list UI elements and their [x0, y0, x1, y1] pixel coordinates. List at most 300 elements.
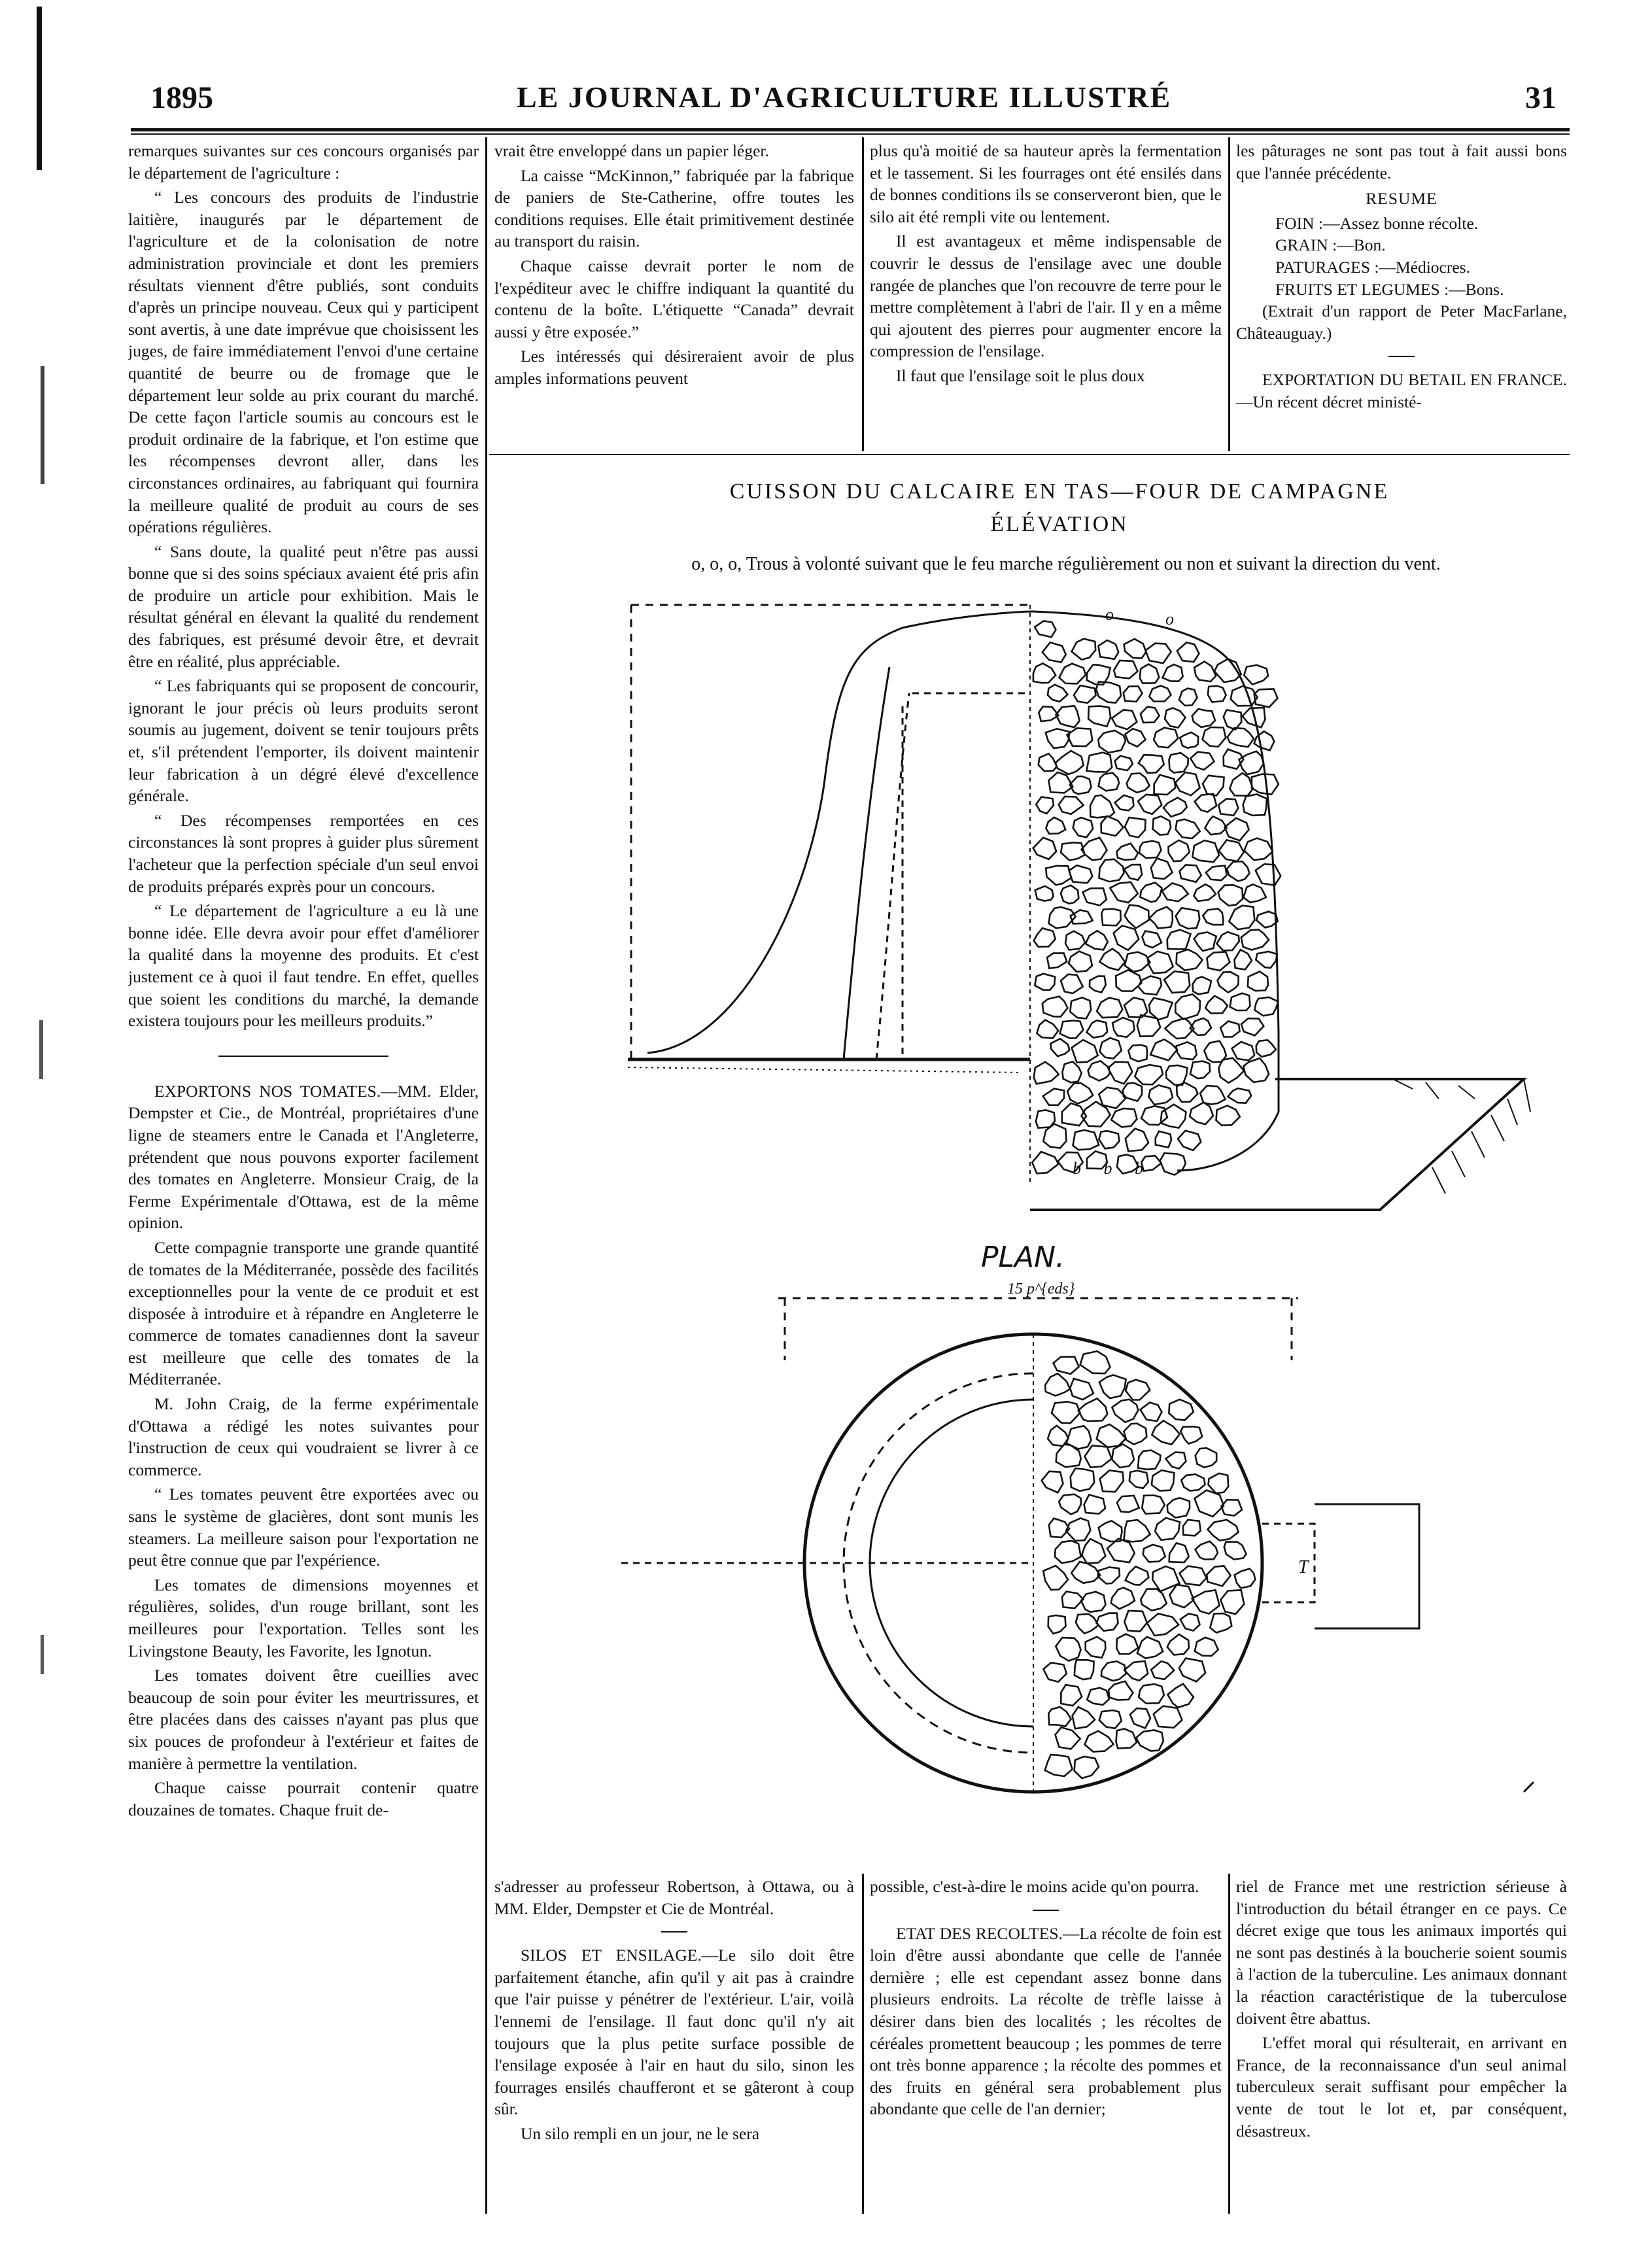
section-divider — [661, 1931, 687, 1933]
paragraph: “ Des récompenses remportées en ces circonstances là sont propres à guider plus sûrement l'acheteur que la perfection spéciale d'un seul envoi de produits préparés exprès pour un concours. — [128, 810, 479, 896]
stone — [1087, 1688, 1109, 1705]
stone — [1087, 1020, 1108, 1037]
stone — [1083, 888, 1107, 905]
paragraph: riel de France met une restriction sérieuse à l'introduction du bétail étranger en ce pays. Ce décret exige que tous les animaux importés qui ne sont pas destinés à la boucherie soient soumis à l'action de la tuberculine. Les animaux donnant la réaction caractéristique de la tuberculose doivent être abattus. — [1236, 1877, 1567, 2028]
stone — [1177, 950, 1203, 971]
stone — [1082, 838, 1107, 861]
summary-item: GRAIN :—Bon. — [1275, 235, 1386, 255]
stone — [1256, 864, 1281, 885]
stone — [1195, 1638, 1218, 1656]
stone — [1112, 1018, 1135, 1037]
base-marks: b b b — [1073, 1159, 1152, 1178]
stone — [1099, 640, 1119, 659]
stone — [1067, 728, 1093, 746]
paragraph: “ Sans doute, la qualité peut n'être pas aussi bonne que si des soins spéciaux avaient été pris afin de produire un article pour exhibition. Mais le résultat général en élevant la qualité du rendement des fabriques, est présumé devoir être, et devrait être en réalité, plus appréciable. — [128, 541, 479, 671]
stone — [1036, 797, 1054, 814]
elevation-drawing — [628, 605, 1530, 1210]
stone — [1070, 997, 1091, 1018]
paragraph: Un silo rempli en un jour, ne le sera — [521, 2123, 760, 2143]
stone — [1141, 1106, 1167, 1125]
stone — [1232, 1042, 1255, 1060]
stone — [1061, 974, 1083, 993]
stone — [1139, 755, 1164, 773]
figure-caption: o, o, o, Trous à volonté suivant que le feu marche régulièrement ou non et suivant la direction du vent. — [691, 554, 1441, 574]
stone — [1111, 1108, 1137, 1127]
stone — [1099, 773, 1119, 791]
stone — [1152, 1470, 1175, 1490]
stone — [1243, 1058, 1269, 1082]
stone — [1180, 865, 1201, 882]
section-divider — [1033, 1910, 1059, 1911]
stone — [1179, 1658, 1205, 1682]
stone — [1164, 971, 1190, 993]
stone — [1056, 1727, 1080, 1749]
stone — [1192, 709, 1215, 727]
stone — [1130, 1708, 1150, 1728]
stone — [1045, 1373, 1070, 1396]
stone — [1141, 1403, 1162, 1422]
stone — [1033, 838, 1056, 859]
stone — [1195, 1490, 1224, 1517]
stone — [1114, 661, 1137, 679]
column-4-bottom — [1236, 1876, 1567, 2216]
stone — [1056, 1638, 1080, 1661]
stone — [1149, 907, 1173, 929]
stone — [1035, 621, 1056, 638]
stone — [1142, 931, 1162, 948]
stone — [1235, 1569, 1256, 1589]
stone — [1190, 1061, 1210, 1079]
stone — [1124, 1611, 1147, 1632]
stone-fill-plan — [1042, 1351, 1256, 1778]
stone — [1230, 773, 1253, 796]
paragraph: Il faut que l'ensilage soit le plus doux — [896, 366, 1145, 385]
stone — [1088, 706, 1110, 727]
header-year: 1895 — [150, 80, 213, 115]
column-2-bottom — [494, 1876, 854, 2216]
stone — [1062, 1061, 1081, 1082]
paragraph: M. John Craig, de la ferme expérimentale d'Ottawa a rédigé les notes suivantes pour l'instruction de ceux qui voudraient se livrer à ce commerce. — [128, 1394, 479, 1479]
stone — [1218, 885, 1243, 906]
stone — [1148, 952, 1173, 973]
stone — [1167, 930, 1191, 950]
stone — [1192, 1590, 1220, 1613]
stone — [1101, 909, 1120, 926]
stone — [1034, 928, 1056, 947]
stone — [1167, 1684, 1194, 1708]
stone — [1085, 1731, 1114, 1752]
stone — [1124, 1661, 1148, 1681]
stone — [1208, 1520, 1239, 1541]
stone — [1141, 1589, 1167, 1610]
stone — [1099, 1375, 1126, 1399]
stone — [1146, 644, 1171, 664]
stone — [1219, 840, 1244, 862]
stone — [1109, 1681, 1133, 1700]
stone — [1169, 840, 1190, 861]
stone — [1205, 996, 1228, 1014]
header-page-number: 31 — [1525, 80, 1557, 115]
stone — [1155, 1518, 1180, 1540]
stone — [1254, 731, 1275, 750]
stone — [1231, 686, 1258, 706]
stone — [1125, 905, 1149, 929]
column-3-bottom — [870, 1876, 1222, 2216]
paragraph: plus qu'à moitié de sa hauteur après la fermentation et le tassement. Si les fourrages ont été ensilés dans de bonnes conditions ils se conserveront bien, que le silo ait été rempli vite ou lentement. — [870, 141, 1222, 226]
paragraph: Chaque caisse devrait porter le nom de l'expéditeur avec le chiffre indiquant la quantité du contenu de la boîte. L'étiquette “Canada” devrait aussi y être exposée.” — [494, 256, 854, 341]
hole-mark: o — [1165, 610, 1174, 628]
stone — [1098, 730, 1126, 753]
paragraph: remarques suivantes sur ces concours organisés par le département de l'agriculture : — [128, 141, 479, 182]
stone — [1126, 1129, 1148, 1152]
stone — [1070, 1379, 1093, 1400]
stone — [1033, 663, 1056, 683]
stone — [1082, 1539, 1105, 1564]
stone — [1243, 795, 1267, 816]
stone — [1073, 1707, 1095, 1728]
stone — [1163, 798, 1187, 817]
stone — [1054, 1357, 1079, 1374]
stone — [1124, 639, 1146, 659]
stone — [1101, 816, 1124, 836]
stone — [1225, 818, 1249, 841]
stone — [1088, 1061, 1110, 1080]
stone — [1107, 1539, 1135, 1562]
stone — [1140, 664, 1159, 683]
stone — [1076, 1614, 1099, 1634]
stone — [1177, 1082, 1197, 1102]
stone — [1206, 866, 1227, 881]
stone — [1099, 1710, 1122, 1728]
stone — [1125, 817, 1146, 838]
stone — [1043, 1566, 1068, 1590]
stone — [1100, 1470, 1124, 1492]
stone — [1073, 1130, 1099, 1150]
stone — [1190, 752, 1214, 770]
paragraph: Les tomates doivent être cueillies avec beaucoup de soin pour éviter les meurtrissures, et être placées dans des caisses n'ayant pas plus que six pouces de profondeur à l'extérieur et faites de manière à permettre la ventilation. — [128, 1666, 479, 1773]
stone — [1124, 865, 1142, 880]
stone — [1244, 665, 1268, 685]
stone — [1056, 706, 1080, 727]
stone — [1153, 816, 1171, 834]
stone — [1065, 931, 1085, 950]
stone — [1228, 728, 1254, 747]
stone — [1069, 865, 1093, 883]
stone — [1230, 993, 1250, 1010]
stone — [1179, 689, 1197, 706]
stone — [1163, 664, 1183, 681]
stone — [1075, 1660, 1094, 1679]
summary-item: FOIN :—Assez bonne récolte. — [1275, 213, 1479, 233]
stone — [1084, 1495, 1105, 1514]
stone — [1112, 1444, 1134, 1468]
stone — [1124, 686, 1143, 702]
stone — [1204, 1041, 1226, 1062]
stone — [1043, 1089, 1064, 1105]
stone — [1056, 751, 1084, 774]
stone — [1203, 727, 1226, 747]
stone — [1051, 1039, 1070, 1056]
stone — [1241, 930, 1269, 950]
stone — [1100, 1038, 1122, 1059]
plan-label: PLAN. — [981, 1241, 1065, 1274]
stone — [1086, 1637, 1106, 1658]
stone — [1180, 732, 1198, 748]
stone — [1156, 1131, 1171, 1148]
stone — [1207, 952, 1230, 971]
stone — [1196, 1448, 1217, 1468]
stone — [1210, 1613, 1231, 1632]
stone — [1241, 1018, 1264, 1035]
paragraph: Chaque caisse pourrait contenir quatre douzaines de tomates. Chaque fruit de- — [128, 1778, 479, 1819]
paragraph: Les tomates de dimensions moyennes et régulières, solides, d'un rouge brillant, sont les meilleures pour l'exportation. Telles sont les Livingstone Beauty, les Favorite, les Ignotun. — [128, 1575, 479, 1660]
paragraph: s'adresser au professeur Robertson, à Ottawa, ou à MM. Elder, Dempster et Cie de Montréal. — [494, 1877, 854, 1918]
figure-subtitle: ÉLÉVATION — [990, 512, 1129, 536]
stone — [1078, 1398, 1108, 1421]
stone — [1139, 1684, 1164, 1704]
paragraph: “ Le département de l'agriculture a eu là une bonne idée. Elle devra avoir pour effet d'améliorer la qualité dans la moyenne des produits. Et c'est justement ce à quoi il faut tendre. En effet, quelles que soient les conditions du marché, la demande existera toujours pour les meilleurs produits.” — [128, 901, 479, 1031]
stone — [1190, 1103, 1213, 1125]
stone — [1116, 970, 1141, 991]
stone — [1097, 1613, 1118, 1631]
stone — [1137, 1637, 1163, 1658]
stone — [1147, 1613, 1179, 1636]
hole-mark: o — [1105, 605, 1114, 624]
stone — [1222, 1500, 1242, 1515]
stone — [1152, 1420, 1180, 1445]
stone — [1071, 1562, 1100, 1583]
stone — [1208, 686, 1226, 702]
paragraph: possible, c'est-à-dire le moins acide qu'on pourra. — [870, 1877, 1199, 1896]
stone — [1205, 816, 1227, 834]
stone — [1256, 952, 1277, 968]
header-title: LE JOURNAL D'AGRICULTURE ILLUSTRÉ — [517, 80, 1172, 114]
stone — [1234, 950, 1252, 969]
stone — [1243, 884, 1266, 902]
stone — [1175, 994, 1200, 1019]
stone — [1042, 642, 1066, 662]
source-note: (Extrait d'un rapport de Peter MacFarlane, Châteauguay.) — [1236, 301, 1567, 343]
stone — [1081, 1592, 1105, 1612]
stone — [1080, 1351, 1110, 1373]
stone — [1151, 859, 1173, 879]
plan-dimension: 15 p^{eds} — [1007, 1280, 1075, 1297]
stone — [1085, 1445, 1112, 1467]
stone — [1090, 795, 1114, 817]
stone — [1048, 1426, 1068, 1446]
stone — [1069, 952, 1092, 972]
stone — [1059, 664, 1086, 684]
stone — [1220, 1590, 1244, 1614]
stone — [1110, 882, 1138, 902]
article-recoltes: ETAT DES RECOLTES.—La récolte de foin est loin d'être aussi abondante que celle de l'année dernière ; elle est cependant assez bonne dans plusieurs endroits. La récolte de trèfle laisse à désirer dans bien des localités ; les récoltes de céréales promettent beaucoup ; les pommes de terre ont très bonne apparence ; la récolte des pommes et des fruits en général sera probablement plus abondante que celle de l'an dernier; — [870, 1923, 1222, 2119]
stone — [1178, 1131, 1201, 1150]
paragraph: vrait être enveloppé dans un papier léger. — [494, 141, 769, 160]
stone — [1042, 997, 1068, 1017]
stone — [1097, 1424, 1126, 1447]
stone — [1037, 1020, 1058, 1039]
stone — [1116, 1634, 1138, 1655]
stone — [1124, 997, 1148, 1017]
summary-item: PATURAGES :—Médiocres. — [1275, 257, 1470, 277]
stone — [1220, 1022, 1239, 1037]
stone — [1167, 1498, 1190, 1517]
stone — [1099, 949, 1125, 971]
stone — [1072, 639, 1096, 660]
stone — [1048, 1707, 1071, 1727]
stone — [1117, 844, 1139, 860]
stone — [1228, 1088, 1252, 1103]
stone — [1046, 866, 1071, 885]
stone — [1073, 817, 1093, 837]
paragraph: L'effet moral qui résulterait, en arrivant en France, de la reconnaissance d'un seul animal tuberculeux serait suffisant pour empêcher la vente de tout le lot et, par conséquent, désastreux. — [1236, 2033, 1567, 2140]
stone — [1035, 974, 1055, 990]
stone — [1141, 707, 1160, 723]
stone — [1165, 1452, 1186, 1469]
stone — [1072, 1040, 1098, 1062]
stone — [1138, 976, 1162, 995]
stone — [1181, 1474, 1205, 1490]
stone — [1254, 997, 1278, 1016]
stone — [1129, 1471, 1148, 1488]
article-silos: SILOS ET ENSILAGE.—Le silo doit être parfaitement étanche, afin qu'il y ait pas à craindre que l'air puisse y pénétrer de l'extérieur. L'air, voilà l'ennemi de l'ensilage. Il faut donc qu'il n'y ait toujours que la plus petite surface possible de l'ensilage exposée à l'air en haut du silo, sinon les fourrages ensilés chaufferont et se gâteront à coup sûr. — [494, 1946, 854, 2119]
stone — [1180, 1426, 1202, 1443]
stone — [1099, 859, 1124, 882]
stone — [1059, 797, 1084, 814]
stone — [1194, 933, 1216, 952]
stone — [1154, 1706, 1182, 1728]
stone — [1046, 729, 1069, 748]
stone — [1176, 819, 1200, 838]
stone — [1248, 971, 1268, 991]
stone — [1035, 886, 1054, 901]
paragraph: “ Les fabriquants qui se proposent de concourir, ignorant le jour précis où leurs produits seront soumis au jugement, doivent se tenir toujours prêts et, s'il prétendent l'emporter, ils doivent maintenir leur fabrication à un dégré élevé d'excellence générale. — [128, 676, 479, 806]
stone — [1192, 840, 1219, 862]
stone — [1177, 642, 1199, 662]
paragraph: les pâturages ne sont pas tout à fait aussi bons que l'année précédente. — [1236, 141, 1567, 182]
stone — [1196, 1541, 1218, 1560]
stone — [1086, 753, 1112, 772]
paragraph: “ Les tomates peuvent être exportées avec ou sans le système de glacières, dont sont munis les steamers. La meilleure saison pour l'exportation ne peut être connue que par l'expérience. — [128, 1485, 479, 1570]
stone — [1101, 1661, 1126, 1681]
stone — [1070, 776, 1092, 794]
stone — [1097, 998, 1122, 1018]
stone — [1112, 710, 1137, 729]
stone — [1194, 662, 1216, 682]
stone — [1209, 1473, 1229, 1494]
stone — [1169, 1543, 1189, 1562]
stone — [1192, 977, 1211, 995]
stone — [1224, 1542, 1247, 1560]
stone — [1138, 795, 1162, 814]
stone — [1169, 1400, 1193, 1420]
stone — [1108, 1062, 1132, 1084]
stone — [1071, 910, 1093, 924]
stone — [1071, 1468, 1095, 1491]
stone — [1175, 772, 1199, 795]
stone — [1180, 1566, 1207, 1586]
stone — [1200, 1086, 1225, 1105]
stone — [1142, 1496, 1165, 1514]
stone — [1229, 906, 1254, 929]
plan-drawing — [621, 1280, 1419, 1792]
stone — [1135, 1065, 1163, 1084]
stone — [1112, 1400, 1138, 1422]
stone — [1137, 1015, 1160, 1037]
stone — [1162, 883, 1188, 901]
stone — [1207, 1566, 1230, 1586]
stone — [1067, 1083, 1093, 1103]
stone — [1176, 1042, 1196, 1059]
stone — [1217, 932, 1239, 950]
stone — [1256, 1040, 1276, 1057]
stone — [1123, 1083, 1142, 1101]
paragraph: Les intéressés qui désireraient avoir de plus amples informations peuvent — [494, 347, 854, 388]
stone — [1090, 976, 1106, 993]
stone — [1039, 753, 1057, 771]
figure-title: CUISSON DU CALCAIRE EN TAS—FOUR DE CAMPAGNE — [729, 479, 1390, 504]
stone — [1124, 1520, 1150, 1541]
stone — [1176, 908, 1200, 929]
stone — [1061, 1685, 1082, 1706]
stone — [1060, 1021, 1084, 1039]
stone — [1048, 685, 1067, 702]
stone — [1032, 1152, 1058, 1173]
stone — [1149, 998, 1173, 1020]
stone — [1052, 1401, 1080, 1423]
stone — [1114, 925, 1139, 950]
stone — [1048, 1615, 1066, 1634]
article-betail: EXPORTATION DU BETAIL EN FRANCE.—Un récent décret ministé- — [1236, 370, 1567, 411]
stone — [1143, 1545, 1165, 1562]
stone — [1126, 1566, 1149, 1585]
article-tomates: EXPORTONS NOS TOMATES.—MM. Elder, Dempster et Cie., de Montréal, propriétaires d'une ligne de steamers entre le Canada et l'Angleterre, prétendent que nous pouvons exporter facilement des tomates en Angleterre. Monsieur Craig, de la Ferme Expérimentale d'Ottawa, est de la même opinion. — [128, 1081, 479, 1233]
stone — [1227, 861, 1250, 881]
stone — [1046, 817, 1065, 834]
stone — [1115, 756, 1133, 770]
stone — [1139, 841, 1162, 858]
stone — [1044, 1662, 1067, 1681]
paragraph: La caisse “McKinnon,” fabriquée par la fabrique de paniers de Ste-Catherine, offre toutes les conditions requises. Elle était primitivement destinée au transport du raisin. — [494, 165, 854, 251]
stone — [1138, 1451, 1160, 1469]
stone — [1115, 795, 1134, 810]
stone — [1125, 729, 1145, 746]
stone — [1136, 1730, 1163, 1751]
stone — [1125, 952, 1150, 972]
paragraph: Il est avantageux et même indispensable de couvrir le dessus de l'ensilage avec une double rangée de planches que l'on recouvre de terre pour le mettre complètement à l'abri de l'air. Il y en a même qui ajoutent des pierres pour augmenter encore la compression de l'ensilage. — [870, 232, 1222, 361]
section-heading: RESUME — [1366, 189, 1437, 209]
stone — [1045, 1755, 1073, 1776]
stone — [1140, 883, 1162, 902]
stone — [1245, 838, 1273, 861]
stone — [1165, 708, 1186, 728]
stone — [1086, 931, 1108, 950]
stone — [1195, 794, 1217, 812]
stone — [1042, 1471, 1063, 1493]
stone-fill-elevation — [1032, 621, 1281, 1175]
stone — [1116, 1729, 1137, 1749]
stone — [1062, 1592, 1084, 1609]
stone — [1124, 1424, 1146, 1445]
stone — [1194, 884, 1216, 901]
stone — [1049, 1519, 1069, 1538]
stone — [1183, 1520, 1201, 1536]
stone — [1150, 1039, 1177, 1060]
stone — [1075, 1757, 1099, 1778]
stone — [1061, 885, 1078, 904]
stone — [1218, 799, 1238, 816]
side-mark: T — [1298, 1557, 1309, 1577]
